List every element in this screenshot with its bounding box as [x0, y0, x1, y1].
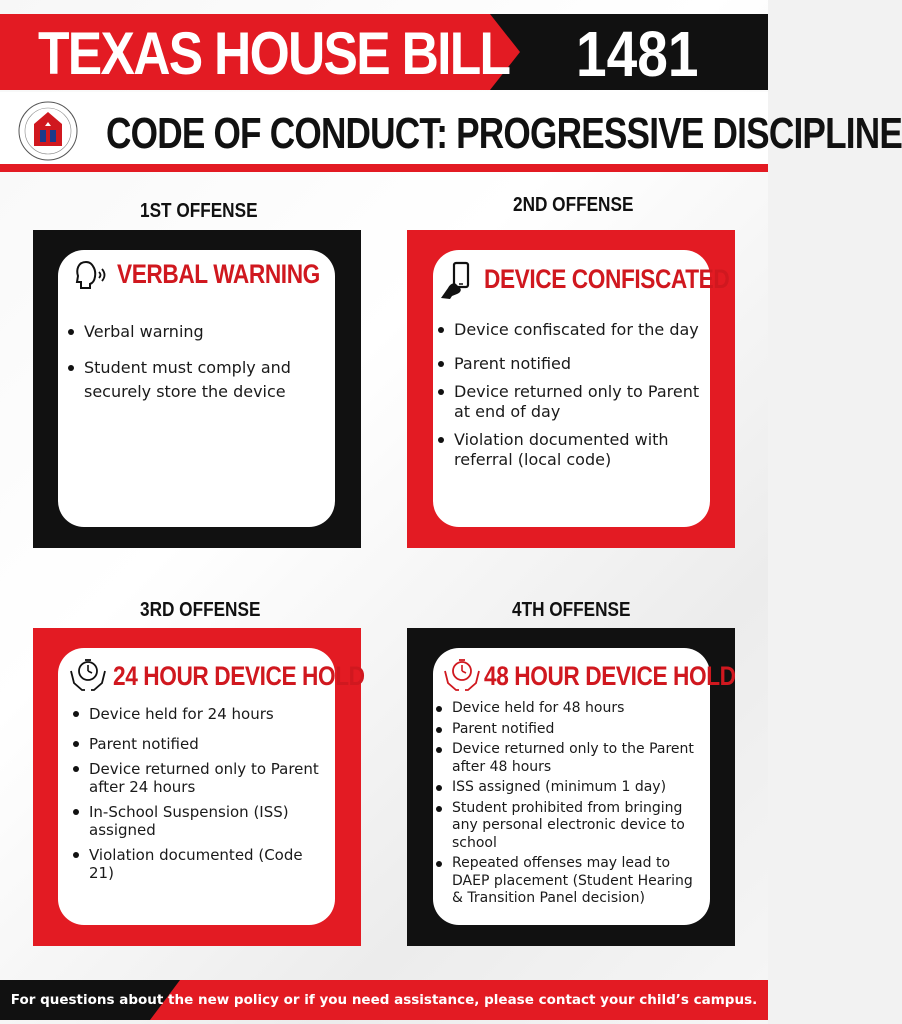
- offense-list-3: [71, 705, 329, 889]
- subheader-divider: [0, 164, 768, 172]
- offense-list-1: [66, 320, 324, 416]
- offense-title-3: 24 HOUR DEVICE HOLD: [113, 661, 365, 691]
- list-item: Device returned only to Parent at end of day: [436, 382, 710, 422]
- hand-phone-icon: [438, 260, 478, 300]
- offense-title-1: VERBAL WARNING: [117, 259, 320, 289]
- list-item: In-School Suspension (ISS) assigned: [71, 803, 329, 839]
- subtitle: CODE OF CONDUCT: PROGRESSIVE DISCIPLINE: [106, 109, 902, 158]
- offense-title-4: 48 HOUR DEVICE HOLD: [484, 661, 736, 691]
- list-item: Device confiscated for the day: [436, 320, 710, 340]
- bill-number: 1481: [576, 18, 699, 90]
- page-title: TEXAS HOUSE BILL: [38, 20, 510, 87]
- offense-title-2: DEVICE CONFISCATED: [484, 264, 730, 294]
- list-item: ISS assigned (minimum 1 day): [434, 779, 706, 797]
- hands-timer-icon: [68, 655, 108, 695]
- list-item: Student must comply and securely store the device: [66, 356, 324, 404]
- list-item: Violation documented with referral (local code): [436, 430, 710, 470]
- speaking-head-icon: [72, 256, 112, 296]
- list-item: Repeated offenses may lead to DAEP placement (Student Hearing & Transition Panel decision): [434, 855, 706, 908]
- offense-list-2: [436, 320, 710, 478]
- offense-list-4: [434, 700, 706, 911]
- hands-timer-icon: [442, 655, 482, 695]
- list-item: Student prohibited from bringing any personal electronic device to school: [434, 800, 706, 853]
- footer-contact-text: For questions about the new policy or if you need assistance, please contact your child’s campus.: [10, 992, 758, 1008]
- list-item: Device held for 24 hours: [71, 705, 329, 723]
- offense-label-1: 1ST OFFENSE: [140, 200, 258, 222]
- list-item: Device returned only to the Parent after 48 hours: [434, 741, 706, 776]
- offense-label-3: 3RD OFFENSE: [140, 599, 261, 621]
- district-seal-logo: [14, 100, 82, 162]
- list-item: Verbal warning: [66, 320, 324, 344]
- offense-label-2: 2ND OFFENSE: [513, 194, 634, 216]
- list-item: Violation documented (Code 21): [71, 846, 329, 882]
- list-item: Parent notified: [434, 721, 706, 739]
- list-item: Parent notified: [436, 354, 710, 374]
- list-item: Device held for 48 hours: [434, 700, 706, 718]
- offense-label-4: 4TH OFFENSE: [512, 599, 631, 621]
- list-item: Device returned only to Parent after 24 hours: [71, 760, 329, 796]
- list-item: Parent notified: [71, 735, 329, 753]
